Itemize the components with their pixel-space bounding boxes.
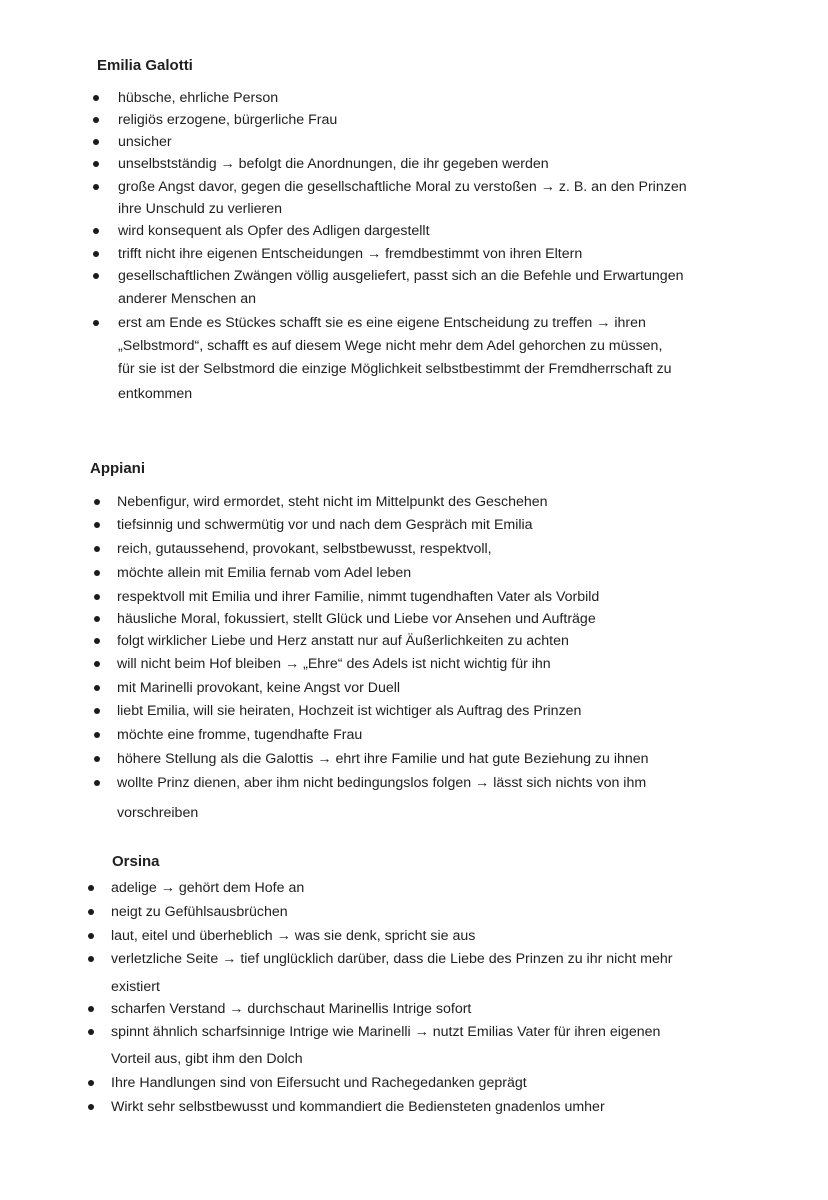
bullet-dot-icon xyxy=(88,1006,94,1012)
bullet-dot-icon xyxy=(94,499,100,505)
list-item-text: will nicht beim Hof bleiben → „Ehre“ des Adels ist nicht wichtig für ihn xyxy=(117,656,551,672)
list-item-text: mit Marinelli provokant, keine Angst vor Duell xyxy=(117,680,401,696)
list-item-text: tiefsinnig und schwermütig vor und nach dem Gespräch mit Emilia xyxy=(117,517,533,533)
list-item-text: folgt wirklicher Liebe und Herz anstatt nur auf Äußerlichkeiten zu achten xyxy=(117,633,569,649)
list-item-text: hübsche, ehrliche Person xyxy=(118,90,279,106)
bullet-dot-icon xyxy=(88,1080,94,1086)
list-item-text: wollte Prinz dienen, aber ihm nicht bedingungslos folgen → lässt sich nichts von ihm xyxy=(117,775,647,791)
bullet-dot-icon xyxy=(93,228,99,234)
list-item-text: laut, eitel und überheblich → was sie denk, spricht sie aus xyxy=(111,928,476,944)
bullet-dot-icon xyxy=(94,546,100,552)
list-item-text: gesellschaftlichen Zwängen völlig ausgeliefert, passt sich an die Befehle und Erwartungen xyxy=(118,268,684,284)
bullet-dot-icon xyxy=(88,1029,94,1035)
list-item-continuation: entkommen xyxy=(118,386,193,402)
bullet-dot-icon xyxy=(93,320,99,326)
list-item-text: höhere Stellung als die Galottis → ehrt ihre Familie und hat gute Beziehung zu ihnen xyxy=(117,751,649,767)
list-item-continuation: ihre Unschuld zu verlieren xyxy=(118,201,283,217)
bullet-dot-icon xyxy=(94,732,100,738)
list-item-continuation: Vorteil aus, gibt ihm den Dolch xyxy=(111,1051,303,1067)
list-item-text: möchte allein mit Emilia fernab vom Adel leben xyxy=(117,565,412,581)
list-item-text: verletzliche Seite → tief unglücklich darüber, dass die Liebe des Prinzen zu ihr nicht mehr xyxy=(111,951,673,967)
bullet-dot-icon xyxy=(93,95,99,101)
list-item-text: häusliche Moral, fokussiert, stellt Glück und Liebe vor Ansehen und Aufträge xyxy=(117,611,596,627)
bullet-dot-icon xyxy=(94,638,100,644)
list-item-text: trifft nicht ihre eigenen Entscheidungen → fremdbestimmt von ihren Eltern xyxy=(118,246,583,262)
list-item-text: spinnt ähnlich scharfsinnige Intrige wie Marinelli → nutzt Emilias Vater für ihren eigenen xyxy=(111,1024,661,1040)
bullet-dot-icon xyxy=(88,956,94,962)
bullet-dot-icon xyxy=(93,184,99,190)
list-item-text: Wirkt sehr selbstbewusst und kommandiert die Bediensteten gnadenlos umher xyxy=(111,1099,605,1115)
bullet-dot-icon xyxy=(88,909,94,915)
bullet-dot-icon xyxy=(94,756,100,762)
section-heading-orsina: Orsina xyxy=(112,853,160,870)
bullet-dot-icon xyxy=(93,139,99,145)
list-item-text: neigt zu Gefühlsausbrüchen xyxy=(111,904,288,920)
list-item-text: Ihre Handlungen sind von Eifersucht und Rachegedanken geprägt xyxy=(111,1075,527,1091)
list-item-text: erst am Ende es Stückes schafft sie es eine eigene Entscheidung zu treffen → ihren xyxy=(118,315,646,331)
bullet-dot-icon xyxy=(94,522,100,528)
bullet-dot-icon xyxy=(88,1104,94,1110)
list-item-text: liebt Emilia, will sie heiraten, Hochzeit ist wichtiger als Auftrag des Prinzen xyxy=(117,703,582,719)
bullet-dot-icon xyxy=(94,616,100,622)
bullet-dot-icon xyxy=(93,251,99,257)
list-item-text: religiös erzogene, bürgerliche Frau xyxy=(118,112,338,128)
list-item-continuation: anderer Menschen an xyxy=(118,291,257,307)
list-item-text: unsicher xyxy=(118,134,172,150)
section-heading-appiani: Appiani xyxy=(90,460,145,477)
list-item-text: unselbstständig → befolgt die Anordnungen, die ihr gegeben werden xyxy=(118,156,549,172)
bullet-dot-icon xyxy=(88,885,94,891)
bullet-dot-icon xyxy=(94,780,100,786)
list-item-text: adelige → gehört dem Hofe an xyxy=(111,880,305,896)
section-heading-emilia-galotti: Emilia Galotti xyxy=(97,57,193,74)
list-item-text: scharfen Verstand → durchschaut Marinellis Intrige sofort xyxy=(111,1001,472,1017)
bullet-dot-icon xyxy=(94,594,100,600)
list-item-text: wird konsequent als Opfer des Adligen dargestellt xyxy=(118,223,430,239)
list-item-continuation: existiert xyxy=(111,979,160,995)
list-item-continuation: vorschreiben xyxy=(117,805,199,821)
list-item-text: möchte eine fromme, tugendhafte Frau xyxy=(117,727,363,743)
bullet-dot-icon xyxy=(93,273,99,279)
list-item-text: reich, gutaussehend, provokant, selbstbewusst, respektvoll, xyxy=(117,541,492,557)
bullet-dot-icon xyxy=(94,570,100,576)
bullet-dot-icon xyxy=(94,708,100,714)
bullet-dot-icon xyxy=(94,661,100,667)
list-item-text: große Angst davor, gegen die gesellschaftliche Moral zu verstoßen → z. B. an den Prinzen xyxy=(118,179,687,195)
bullet-dot-icon xyxy=(94,685,100,691)
bullet-dot-icon xyxy=(93,161,99,167)
bullet-dot-icon xyxy=(88,933,94,939)
list-item-continuation: „Selbstmord“, schafft es auf diesem Wege nicht mehr dem Adel gehorchen zu müssen, xyxy=(118,338,663,354)
list-item-text: Nebenfigur, wird ermordet, steht nicht im Mittelpunkt des Geschehen xyxy=(117,494,548,510)
bullet-dot-icon xyxy=(93,117,99,123)
list-item-continuation: für sie ist der Selbstmord die einzige Möglichkeit selbstbestimmt der Fremdherrschaft zu xyxy=(118,361,672,377)
list-item-text: respektvoll mit Emilia und ihrer Familie, nimmt tugendhaften Vater als Vorbild xyxy=(117,589,600,605)
